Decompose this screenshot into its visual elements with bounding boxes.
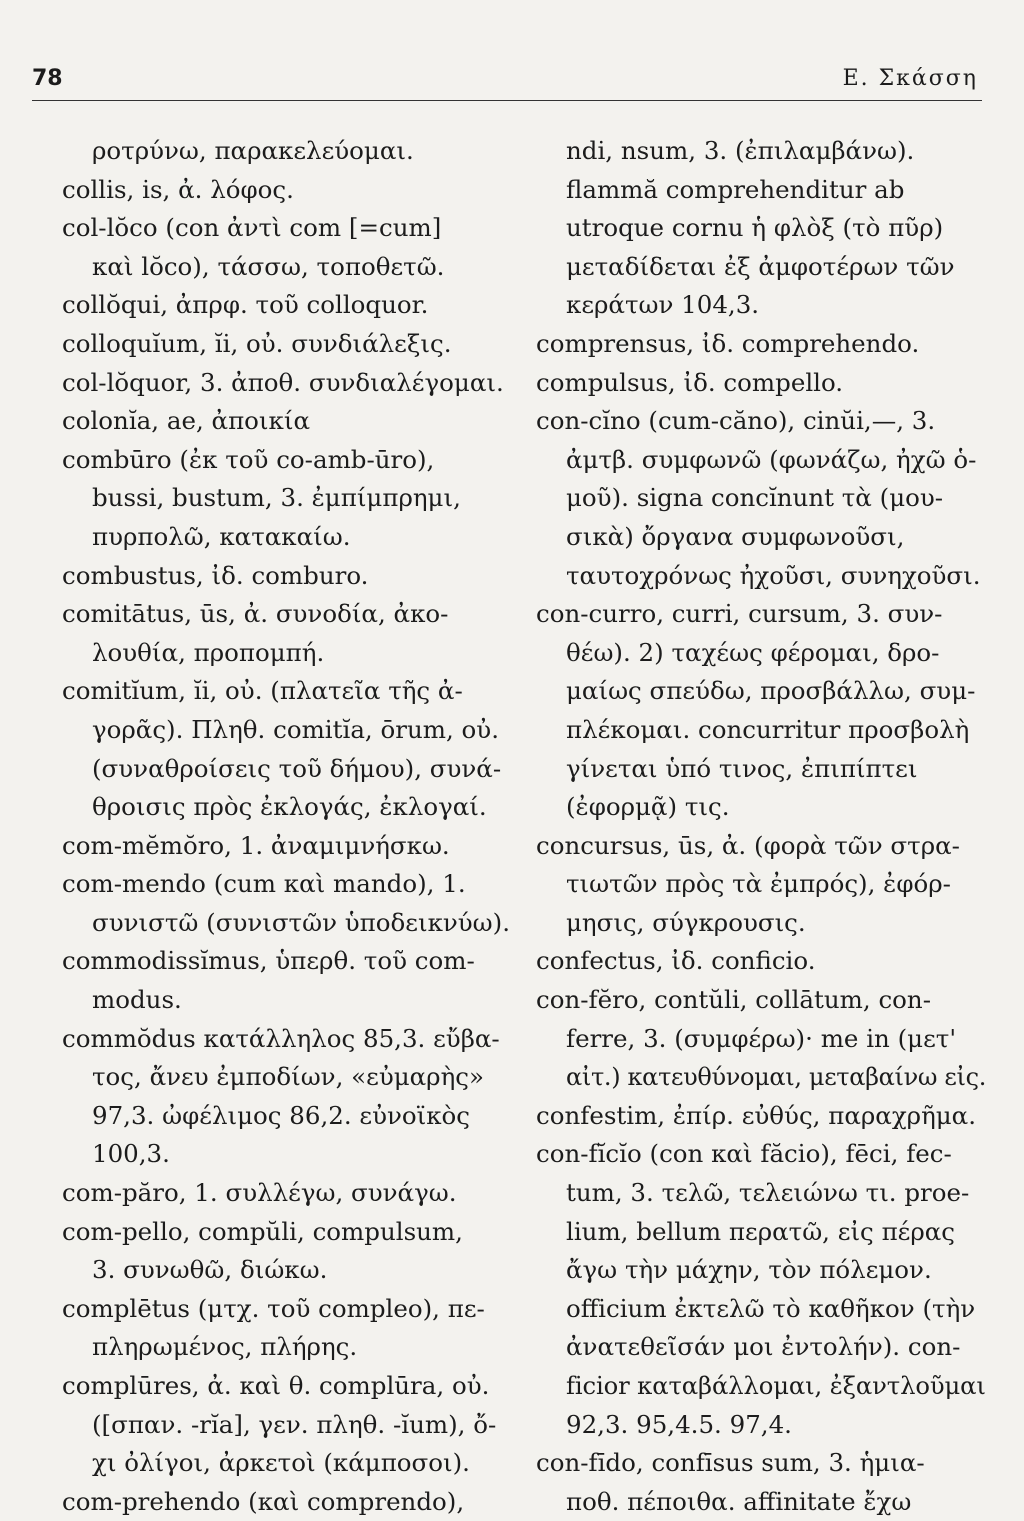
entry-continuation-line: officium ἐκτελῶ τὸ καθῆκον (τὴν bbox=[566, 1293, 976, 1323]
entry-continuation-line: μησις, σύγκρουσις. bbox=[566, 907, 806, 937]
entry-continuation-line: ferre, 3. (συμφέρω)· me in (μετ' bbox=[566, 1023, 957, 1053]
entry-continuation-line: ἀμτβ. συμφωνῶ (φωνάζω, ἠχῶ ὁ- bbox=[566, 444, 977, 474]
entry-continuation-line: ροτρύνω, παρακελεύομαι. bbox=[92, 136, 414, 165]
entry-continuation-line: 92,3. 95,4.5. 97,4. bbox=[566, 1409, 792, 1439]
page-header bbox=[32, 60, 982, 101]
entry-headword-line: complētus (μτχ. τοῦ compleo), πε- bbox=[62, 1293, 485, 1323]
running-head: Ε. Σκάσση bbox=[842, 66, 978, 91]
entry-headword-line: commodissĭmus, ὑπερθ. τοῦ com- bbox=[62, 946, 475, 976]
entry-continuation-line: (ἐφορμᾷ) τις. bbox=[566, 792, 730, 822]
entry-continuation-line: γίνεται ὑπό τινος, ἐπιπίπτει bbox=[566, 753, 918, 783]
entry-continuation-line: lium, bellum περατῶ, εἰς πέρας bbox=[566, 1216, 956, 1246]
entry-continuation-line: χι ὀλίγοι, ἀρκετοὶ (κάμποσοι). bbox=[92, 1448, 470, 1478]
right-column bbox=[536, 132, 986, 1521]
entry-continuation-line: συνιστῶ (συνιστῶν ὑποδεικνύω). bbox=[92, 907, 510, 937]
entry-headword-line: comitĭum, ĭi, οὐ. (πλατεῖα τῆς ἀ- bbox=[62, 676, 463, 706]
entry-headword-line: com-prehendo (καὶ comprendo), bbox=[62, 1486, 465, 1516]
entry-continuation-line: modus. bbox=[92, 985, 182, 1015]
entry-headword-line: con-fĭcĭo (con καὶ făcio), fēci, fec- bbox=[536, 1139, 952, 1169]
entry-headword-line: con-fĕro, contŭli, collātum, con- bbox=[536, 985, 931, 1015]
entry-headword-line: com-mĕmŏro, 1. ἀναμιμνήσκω. bbox=[62, 830, 450, 860]
entry-headword-line: concursus, ūs, ἀ. (φορὰ τῶν στρα- bbox=[536, 830, 960, 860]
entry-headword-line: col-lŏco (con ἀντὶ com [=cum] bbox=[62, 213, 442, 243]
entry-continuation-line: ([σπαν. -rĭa], γεν. πληθ. -ĭum), ὄ- bbox=[92, 1409, 497, 1439]
entry-headword-line: colloquĭum, ĭi, οὐ. συνδιάλεξις. bbox=[62, 328, 452, 358]
entry-continuation-line: ndi, nsum, 3. (ἐπιλαμβάνω). bbox=[566, 136, 915, 165]
entry-headword-line: con-cĭno (cum-căno), cinŭi,—, 3. bbox=[536, 406, 936, 436]
entry-continuation-line: 100,3. bbox=[92, 1139, 170, 1169]
entry-continuation-line: (συναθροίσεις τοῦ δήμου), συνά- bbox=[92, 753, 502, 783]
entry-headword-line: com-păro, 1. συλλέγω, συνάγω. bbox=[62, 1178, 457, 1208]
entry-continuation-line: θέω). 2) ταχέως φέρομαι, δρο- bbox=[566, 637, 940, 667]
entry-headword-line: confectus, ἰδ. conficio. bbox=[536, 946, 816, 976]
entry-headword-line: con-curro, curri, cursum, 3. συν- bbox=[536, 599, 943, 629]
entry-headword-line: comitātus, ūs, ἀ. συνοδία, ἀκο- bbox=[62, 599, 449, 629]
entry-continuation-line: bussi, bustum, 3. ἐμπίμπρημι, bbox=[92, 483, 461, 513]
entry-continuation-line: αἰτ.) κατευθύνομαι, μεταβαίνω εἰς. bbox=[566, 1063, 987, 1092]
entry-continuation-line: καὶ lŏco), τάσσω, τοποθετῶ. bbox=[92, 251, 445, 281]
entry-continuation-line: κεράτων 104,3. bbox=[566, 290, 760, 320]
entry-headword-line: collis, is, ἀ. λόφος. bbox=[62, 174, 294, 204]
entry-continuation-line: σικὰ) ὄργανα συμφωνοῦσι, bbox=[566, 521, 905, 551]
entry-headword-line: com-mendo (cum καὶ mando), 1. bbox=[62, 869, 466, 899]
entry-continuation-line: θροισις πρὸς ἐκλογάς, ἐκλογαί. bbox=[92, 792, 487, 822]
entry-continuation-line: πλέκομαι. concurritur προσβολὴ bbox=[566, 714, 970, 744]
entry-headword-line: compulsus, ἰδ. compello. bbox=[536, 367, 844, 397]
entry-continuation-line: ἄγω τὴν μάχην, τὸν πόλεμον. bbox=[566, 1255, 932, 1285]
entry-headword-line: collŏqui, ἀπρφ. τοῦ colloquor. bbox=[62, 290, 429, 320]
entry-continuation-line: πυρπολῶ, κατακαίω. bbox=[92, 521, 351, 551]
entry-headword-line: col-lŏquor, 3. ἀποθ. συνδιαλέγομαι. bbox=[62, 367, 504, 397]
entry-headword-line: con-fīdo, confīsus sum, 3. ἡμια- bbox=[536, 1448, 925, 1478]
entry-continuation-line: ποθ. πέποιθα. affinitate ἔχω bbox=[566, 1486, 912, 1516]
entry-continuation-line: πληρωμένος, πλήρης. bbox=[92, 1332, 358, 1362]
entry-continuation-line: ἀνατεθεῖσάν μοι ἐντολήν). con- bbox=[566, 1332, 961, 1362]
entry-continuation-line: utroque cornu ἡ φλὸξ (τὸ πῦρ) bbox=[566, 213, 944, 243]
entry-continuation-line: tum, 3. τελῶ, τελειώνω τι. proe- bbox=[566, 1178, 970, 1208]
page-number: 78 bbox=[32, 66, 63, 91]
entry-headword-line: confestim, ἐπίρ. εὐθύς, παραχρῆμα. bbox=[536, 1100, 977, 1130]
entry-headword-line: com-pello, compŭli, compulsum, bbox=[62, 1216, 463, 1246]
entry-continuation-line: λουθία, προπομπή. bbox=[92, 637, 325, 667]
entry-continuation-line: ταυτοχρόνως ἠχοῦσι, συνηχοῦσι. bbox=[566, 560, 981, 590]
entry-headword-line: comprensus, ἰδ. comprehendo. bbox=[536, 328, 920, 358]
entry-headword-line: combustus, ἰδ. comburo. bbox=[62, 560, 369, 590]
entry-continuation-line: 97,3. ὠφέλιμος 86,2. εὐνοϊκὸς bbox=[92, 1100, 471, 1130]
entry-continuation-line: ficior καταβάλλομαι, ἐξαντλοῦμαι bbox=[566, 1371, 986, 1400]
entry-continuation-line: γορᾶς). Πληθ. comitĭa, ōrum, οὐ. bbox=[92, 714, 499, 744]
entry-continuation-line: μοῦ). signa concĭnunt τὰ (μου- bbox=[566, 483, 944, 513]
entry-continuation-line: μεταδίδεται ἐξ ἀμφοτέρων τῶν bbox=[566, 251, 955, 281]
entry-continuation-line: τιωτῶν πρὸς τὰ ἐμπρός), ἐφόρ- bbox=[566, 869, 951, 899]
entry-headword-line: combūro (ἐκ τοῦ co-amb-ūro), bbox=[62, 444, 435, 474]
entry-headword-line: commŏdus κατάλληλος 85,3. εὔβα- bbox=[62, 1023, 500, 1053]
entry-continuation-line: flammă comprehenditur ab bbox=[566, 174, 905, 204]
entry-continuation-line: μαίως σπεύδω, προσβάλλω, συμ- bbox=[566, 676, 976, 706]
entry-continuation-line: 3. συνωθῶ, διώκω. bbox=[92, 1255, 328, 1285]
entry-headword-line: complūres, ἀ. καὶ θ. complūra, οὐ. bbox=[62, 1371, 490, 1400]
left-column bbox=[62, 132, 512, 1521]
entry-headword-line: colonĭa, ae, ἀποικία bbox=[62, 406, 311, 436]
entry-continuation-line: τος, ἄνευ ἐμποδίων, «εὐμαρὴς» bbox=[92, 1062, 484, 1092]
